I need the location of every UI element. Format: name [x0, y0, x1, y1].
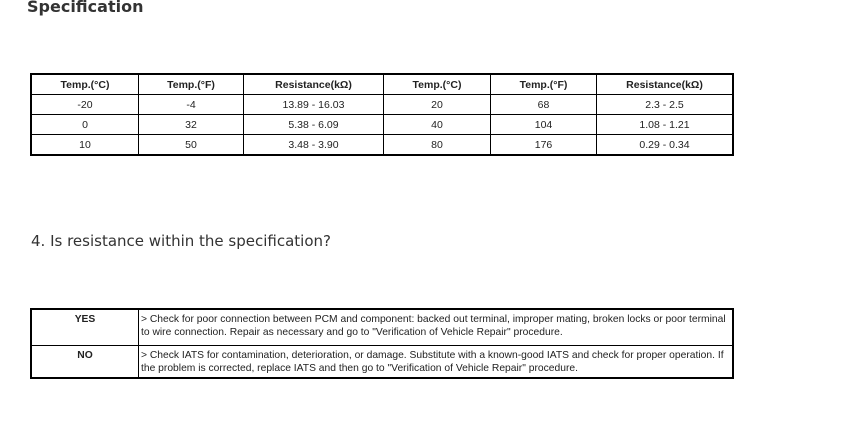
section-heading: Specification	[27, 0, 144, 16]
header-resistance-2: Resistance(kΩ)	[597, 74, 734, 95]
table-cell: 20	[384, 95, 491, 115]
header-temp-f-2: Temp.(°F)	[491, 74, 597, 95]
header-temp-f-1: Temp.(°F)	[139, 74, 244, 95]
no-row	[31, 346, 733, 379]
table-cell: 13.89 - 16.03	[244, 95, 384, 115]
table-cell: 68	[491, 95, 597, 115]
table-cell: 0	[31, 115, 139, 135]
table-cell: 5.38 - 6.09	[244, 115, 384, 135]
table-cell: 10	[31, 135, 139, 156]
step-question: 4. Is resistance within the specification?	[31, 232, 331, 250]
header-temp-c-2: Temp.(°C)	[384, 74, 491, 95]
no-label: NO	[31, 346, 139, 379]
table-row	[31, 135, 733, 156]
table-cell: 3.48 - 3.90	[244, 135, 384, 156]
table-header-row	[31, 74, 733, 95]
table-cell: 176	[491, 135, 597, 156]
decision-table	[30, 308, 734, 379]
table-cell: 0.29 - 0.34	[597, 135, 734, 156]
no-instructions: > Check IATS for contamination, deterioration, or damage. Substitute with a known-good IATS and check for proper operation. If the problem is corrected, replace IATS and then go to "Verification of Vehicle Repair" procedure.	[139, 346, 734, 379]
table-cell: 32	[139, 115, 244, 135]
table-row	[31, 115, 733, 135]
table-cell: -20	[31, 95, 139, 115]
specification-table	[30, 73, 734, 156]
table-cell: 1.08 - 1.21	[597, 115, 734, 135]
header-resistance-1: Resistance(kΩ)	[244, 74, 384, 95]
yes-row	[31, 309, 733, 346]
table-cell: 50	[139, 135, 244, 156]
table-cell: 40	[384, 115, 491, 135]
table-cell: -4	[139, 95, 244, 115]
header-temp-c-1: Temp.(°C)	[31, 74, 139, 95]
table-row	[31, 95, 733, 115]
table-cell: 2.3 - 2.5	[597, 95, 734, 115]
yes-instructions: > Check for poor connection between PCM and component: backed out terminal, improper mating, broken locks or poor terminal to wire connection. Repair as necessary and go to "Verification of Vehicle Repair" procedure.	[139, 309, 734, 346]
table-cell: 80	[384, 135, 491, 156]
table-cell: 104	[491, 115, 597, 135]
yes-label: YES	[31, 309, 139, 346]
